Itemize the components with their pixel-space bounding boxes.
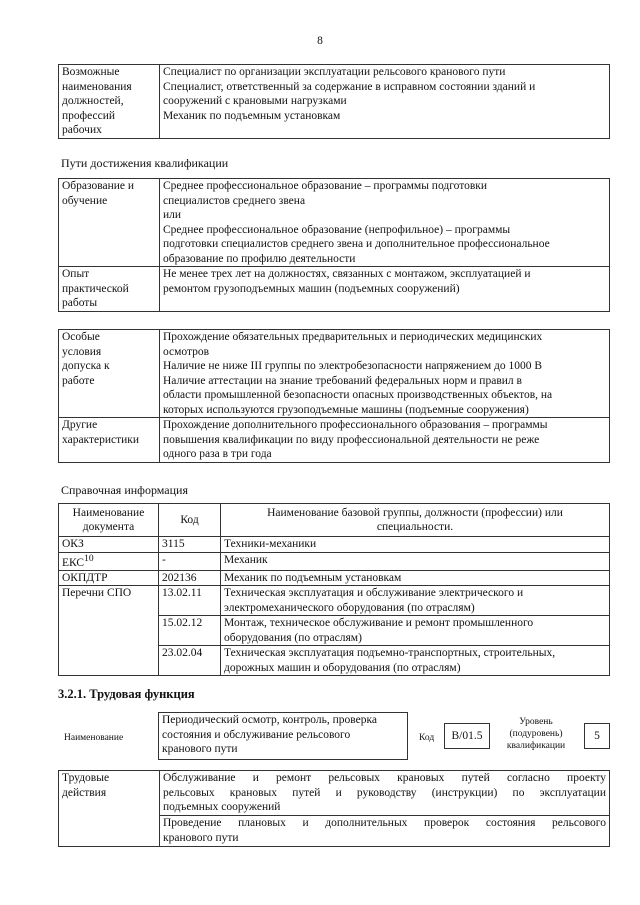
ref-header-name: Наименование базовой группы, должности (профессии) или специальности.	[221, 504, 610, 537]
function-title: 3.2.1. Трудовая функция	[58, 687, 195, 701]
special-conditions-label: Особые условия допуска к работе	[59, 330, 160, 418]
education-label: Образование и обучение	[59, 179, 160, 267]
actions-label: Трудовые действия	[59, 771, 160, 847]
ref-doc: Перечни СПО	[59, 586, 159, 676]
ref-name: Механик по подъемным установкам	[221, 570, 610, 586]
table-row	[59, 537, 610, 553]
ref-code: 13.02.11	[159, 586, 221, 616]
ref-header-doc: Наименование документа	[59, 504, 159, 537]
other-label: Другие характеристики	[59, 418, 160, 463]
ref-name: Техническая эксплуатация и обслуживание электрического и электромеханического оборудования (по отраслям)	[221, 586, 610, 616]
function-level-label: Уровень (подуровень) квалификации	[506, 717, 566, 751]
ref-name: Механик	[221, 552, 610, 570]
ref-doc: ОКЗ	[59, 537, 159, 553]
function-code-label: Код	[419, 733, 435, 743]
ref-doc: ОКПДТР	[59, 570, 159, 586]
reference-table	[58, 503, 610, 676]
other-text: Прохождение дополнительного профессионального образования – программы повышения квалификации по виду профессиональной деятельности не реже одного раза в три года	[160, 418, 610, 463]
function-code-box: В/01.5	[444, 723, 490, 749]
positions-label: Возможные наименования должностей, профессий рабочих	[59, 65, 160, 139]
experience-label: Опыт практической работы	[59, 267, 160, 312]
footnote-mark: 10	[84, 553, 94, 564]
action-item: Проведение плановых и дополнительных проверок состояния рельсового кранового пути	[160, 816, 610, 847]
positions-table	[58, 64, 610, 139]
ref-name: Техническая эксплуатация подъемно-транспортных, строительных, дорожных машин и оборудования (по отраслям)	[221, 646, 610, 676]
special-conditions-text: Прохождение обязательных предварительных и периодических медицинских осмотров Наличие не ниже III группы по электробезопасности напряжением до 1000 В Наличие аттестации на знание требований федеральных норм и правил в области промышленной безопасности опасных производственных объектов, на которых используются грузоподъемные машины (подъемные сооружения)	[160, 330, 610, 418]
table-row	[59, 586, 610, 616]
paths-table	[58, 178, 610, 312]
table-row	[59, 552, 610, 570]
ref-code: 23.02.04	[159, 646, 221, 676]
ref-code: 202136	[159, 570, 221, 586]
ref-code: 15.02.12	[159, 616, 221, 646]
reference-title: Справочная информация	[61, 483, 188, 497]
function-name-box: Периодический осмотр, контроль, проверка состояния и обслуживание рельсового кранового пути	[158, 712, 408, 760]
ref-name: Монтаж, техническое обслуживание и ремонт промышленного оборудования (по отраслям)	[221, 616, 610, 646]
experience-text: Не менее трех лет на должностях, связанных с монтажом, эксплуатацией и ремонтом грузоподъемных машин (подъемных сооружений)	[160, 267, 610, 312]
ref-doc: ЕКС$^{10}$	[59, 552, 159, 570]
education-text: Среднее профессиональное образование – программы подготовки специалистов среднего звена или Среднее профессиональное образование (непрофильное) – программы подготовки специалистов среднего звена и дополнительное профессиональное образование по профилю деятельности	[160, 179, 610, 267]
ref-name: Техники-механики	[221, 537, 610, 553]
conditions-table	[58, 329, 610, 463]
action-item: Обслуживание и ремонт рельсовых крановых путей согласно проекту рельсовых крановых путей и руководству (инструкции) по эксплуатации подъемных сооружений	[160, 771, 610, 816]
function-name-label: Наименование	[64, 733, 124, 743]
positions-list: Специалист по организации эксплуатации рельсового кранового пути Специалист, ответственный за содержание в исправном состоянии зданий и сооружений с крановыми нагрузками Механик по подъемным установкам	[160, 65, 610, 139]
ref-header-code: Код	[159, 504, 221, 537]
ref-code: 3115	[159, 537, 221, 553]
actions-table	[58, 770, 610, 847]
ref-code: -	[159, 552, 221, 570]
page-number: 8	[317, 35, 323, 47]
paths-title: Пути достижения квалификации	[61, 156, 229, 170]
table-row	[59, 570, 610, 586]
function-level-box: 5	[584, 723, 610, 749]
